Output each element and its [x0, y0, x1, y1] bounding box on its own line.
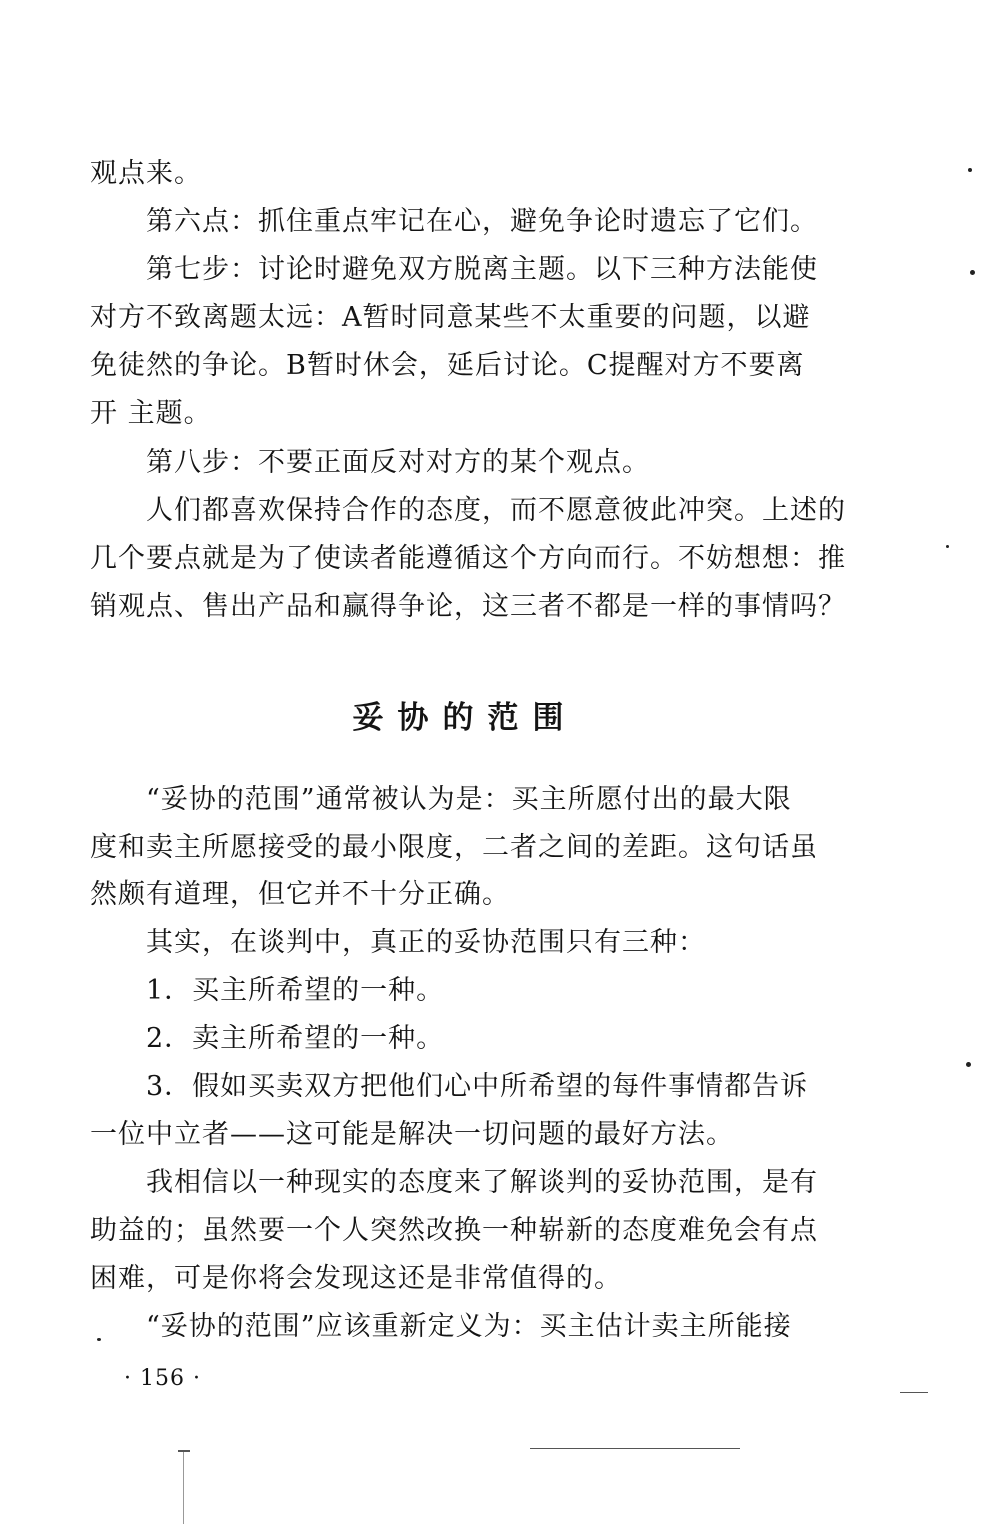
page-number: · 156 · — [124, 1366, 201, 1391]
scan-speck — [968, 168, 972, 172]
paragraph-line: 然颇有道理，但它并不十分正确。 — [90, 879, 510, 910]
paragraph-line: 度和卖主所愿接受的最小限度，二者之间的差距。这句话虽 — [90, 832, 818, 863]
paragraph-line: “妥协的范围”应该重新定义为：买主估计卖主所能接 — [146, 1311, 792, 1342]
paragraph-line: 免徒然的争论。B暂时休会，延后讨论。C提醒对方不要离 — [90, 350, 805, 381]
scan-line — [900, 1392, 928, 1393]
section-heading: 妥协的范围 — [352, 700, 578, 736]
list-item: 2．卖主所希望的一种。 — [146, 1023, 445, 1054]
list-item: 3．假如买卖双方把他们心中所希望的每件事情都告诉 — [146, 1071, 809, 1102]
paragraph-line: 人们都喜欢保持合作的态度，而不愿意彼此冲突。上述的 — [146, 495, 846, 526]
paragraph-line: 开 主题。 — [90, 398, 212, 429]
scan-line — [178, 1450, 190, 1452]
paragraph-line: 几个要点就是为了使读者能遵循这个方向而行。不妨想想：推 — [90, 543, 846, 574]
scan-line — [183, 1452, 184, 1524]
scan-speck — [966, 1062, 971, 1067]
paragraph-line: 对方不致离题太远：A暂时同意某些不太重要的问题，以避 — [90, 302, 811, 333]
paragraph-line: 第七步：讨论时避免双方脱离主题。以下三种方法能使 — [146, 254, 818, 285]
list-item: 1．买主所希望的一种。 — [146, 975, 445, 1006]
paragraph-line: 其实，在谈判中，真正的妥协范围只有三种： — [146, 927, 706, 958]
scan-speck — [970, 270, 975, 275]
paragraph-line: 观点来。 — [90, 158, 202, 189]
scan-speck — [97, 1338, 101, 1341]
paragraph-line: 销观点、售出产品和赢得争论，这三者不都是一样的事情吗？ — [90, 591, 846, 622]
paragraph-line: “妥协的范围”通常被认为是：买主所愿付出的最大限 — [146, 784, 792, 815]
paragraph-line: 第八步：不要正面反对对方的某个观点。 — [146, 447, 650, 478]
paragraph-line: 第六点：抓住重点牢记在心，避免争论时遗忘了它们。 — [146, 206, 818, 237]
scan-speck — [946, 545, 949, 548]
paragraph-line: 一位中立者——这可能是解决一切问题的最好方法。 — [90, 1119, 734, 1150]
paragraph-line: 助益的；虽然要一个人突然改换一种崭新的态度难免会有点 — [90, 1215, 818, 1246]
paragraph-line: 困难，可是你将会发现这还是非常值得的。 — [90, 1263, 622, 1294]
scan-line — [530, 1448, 740, 1449]
paragraph-line: 我相信以一种现实的态度来了解谈判的妥协范围，是有 — [146, 1167, 818, 1198]
